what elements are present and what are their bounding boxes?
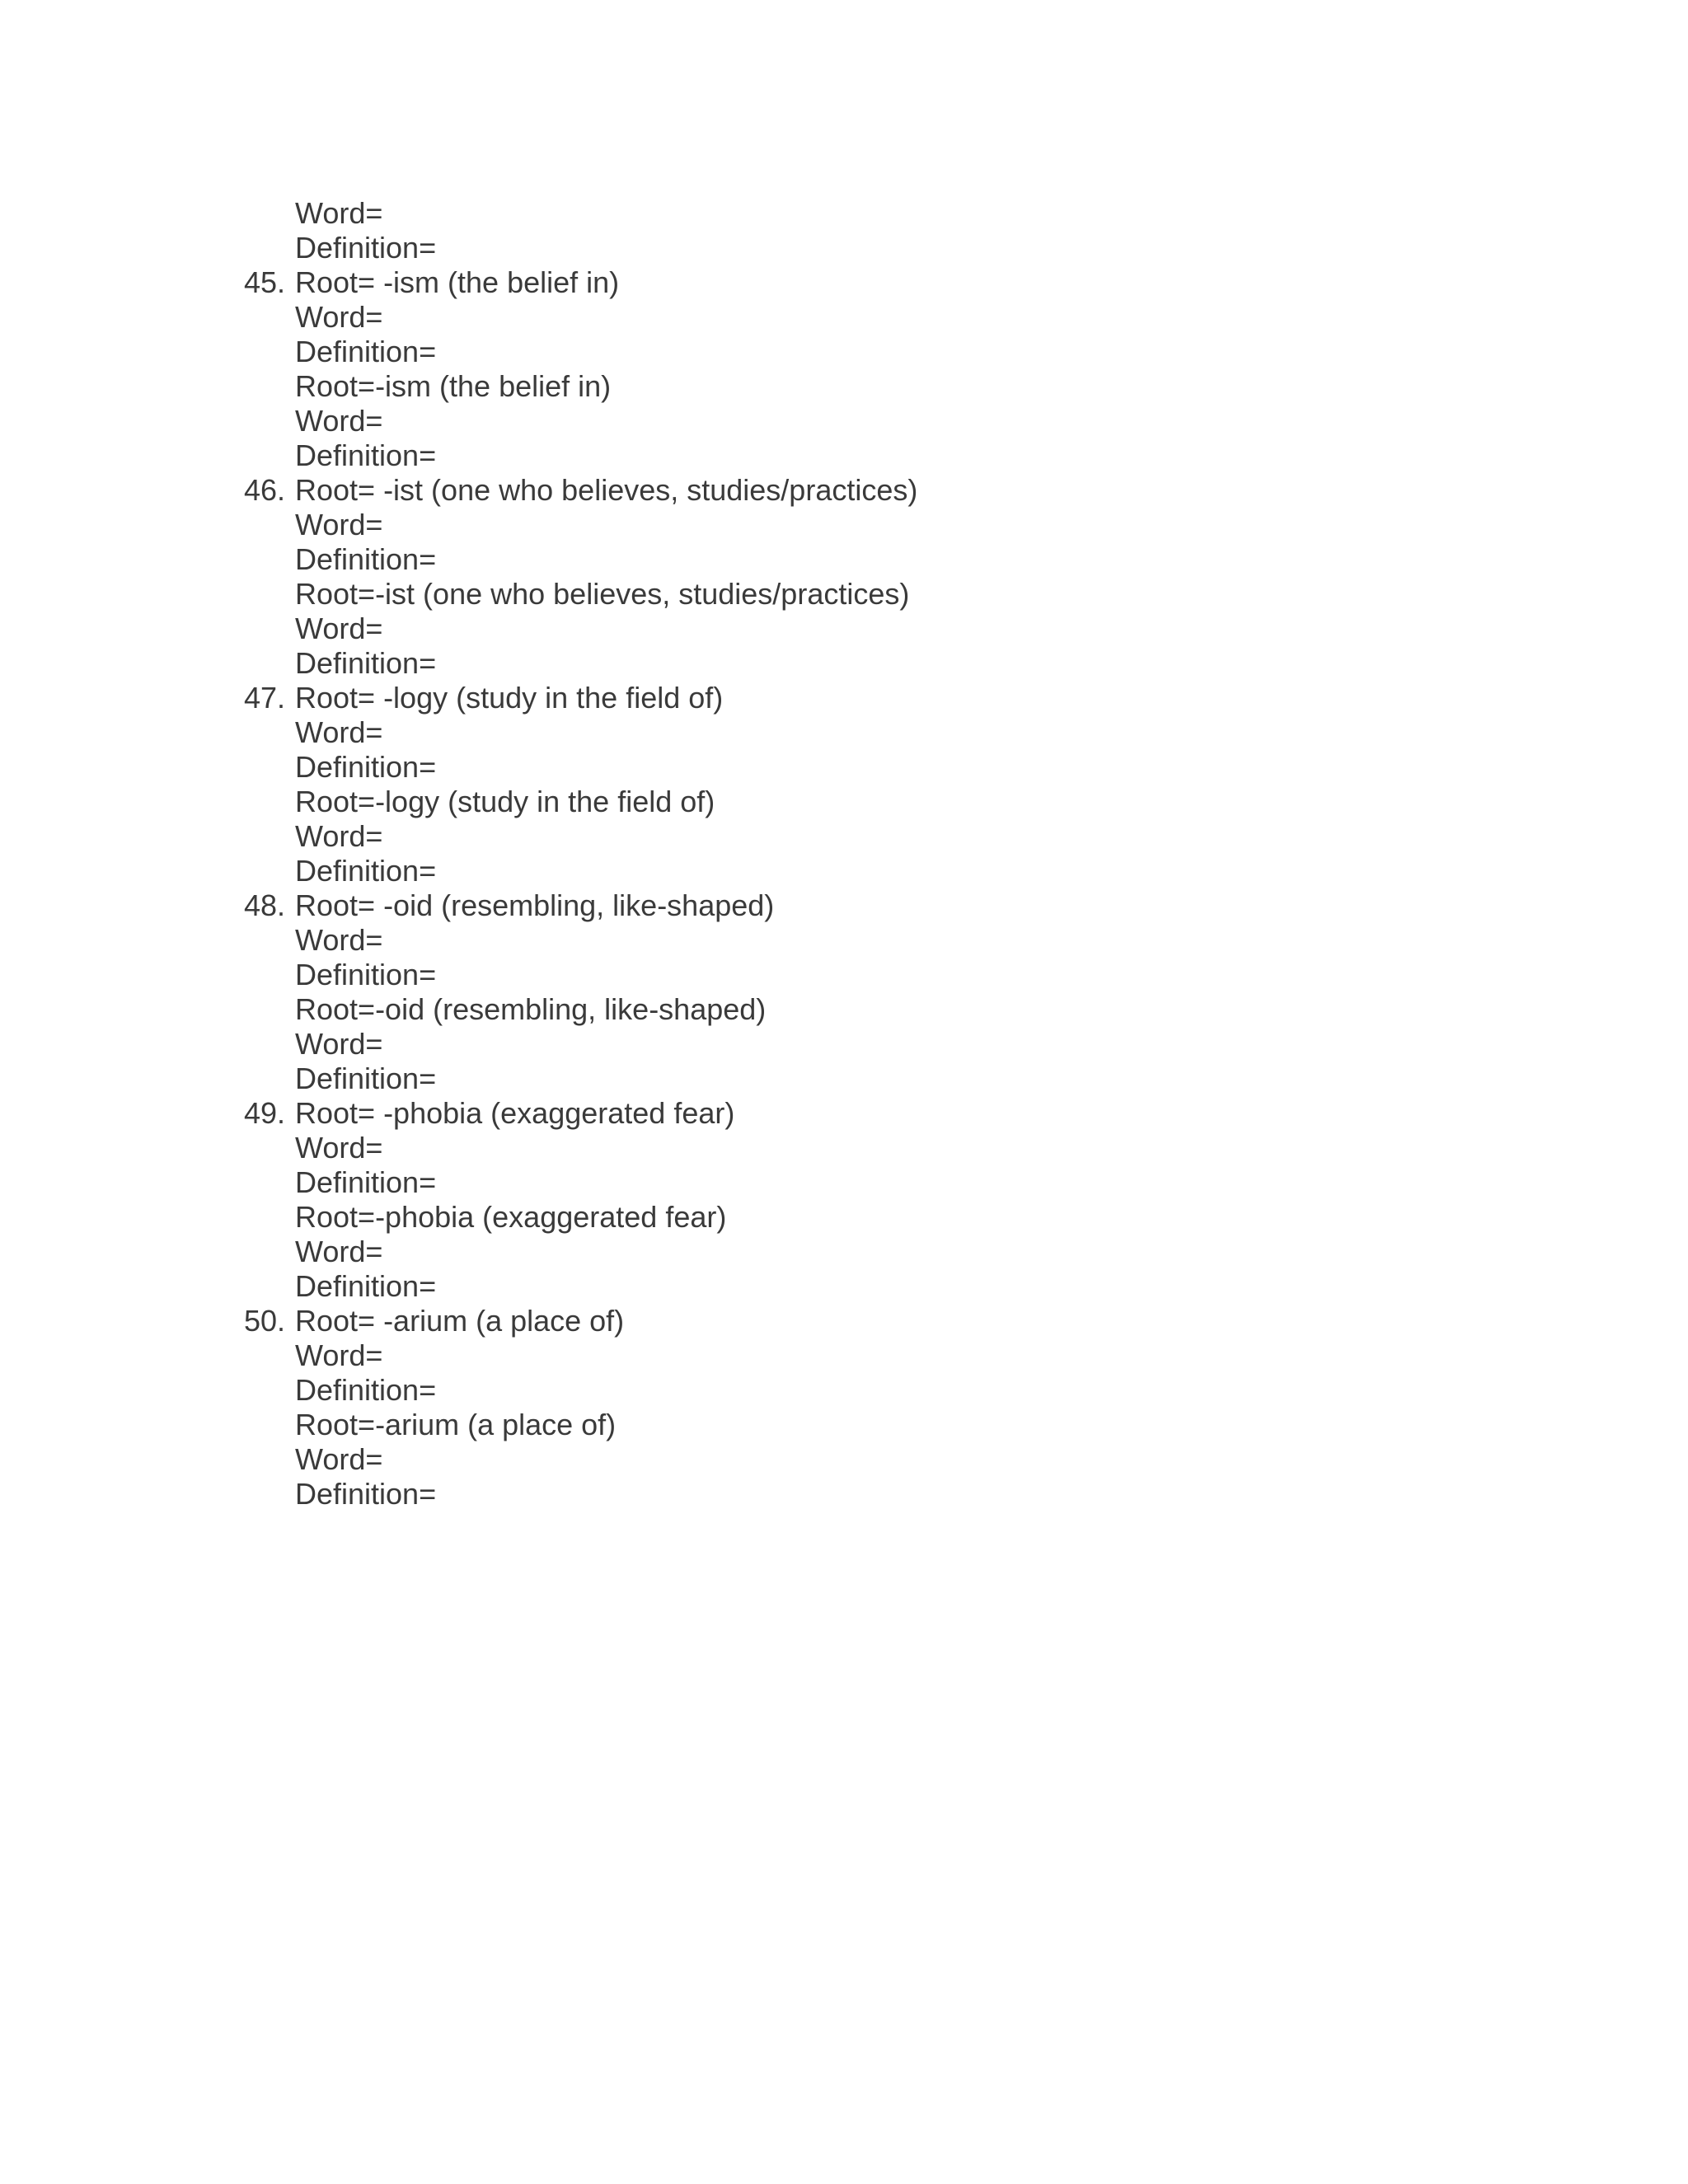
list-item-line bbox=[244, 369, 1563, 404]
line-text: Definition= bbox=[295, 750, 437, 784]
item-number bbox=[244, 577, 295, 612]
list-item-root bbox=[244, 1304, 1563, 1338]
list-item-line bbox=[244, 958, 1563, 992]
list-item-line bbox=[244, 1165, 1563, 1200]
list-item-line bbox=[244, 646, 1563, 681]
line-text: Word= bbox=[295, 1235, 383, 1268]
line-text: Definition= bbox=[295, 1269, 437, 1303]
list-item-line bbox=[244, 1235, 1563, 1269]
line-text: Definition= bbox=[295, 231, 437, 265]
list-item-line bbox=[244, 404, 1563, 438]
item-number bbox=[244, 1477, 295, 1511]
line-text: Word= bbox=[295, 1131, 383, 1165]
item-number bbox=[244, 1338, 295, 1373]
line-text: Root=-ist (one who believes, studies/practices) bbox=[295, 577, 910, 611]
line-text: Word= bbox=[295, 508, 383, 541]
list-item-line bbox=[244, 1442, 1563, 1477]
list-item-root bbox=[244, 265, 1563, 300]
list-item-line bbox=[244, 300, 1563, 335]
list-item-line bbox=[244, 335, 1563, 369]
line-text: Word= bbox=[295, 1442, 383, 1476]
line-text: Word= bbox=[295, 196, 383, 230]
item-number bbox=[244, 300, 295, 335]
item-number bbox=[244, 542, 295, 577]
list-item-root bbox=[244, 681, 1563, 715]
line-text: Root=-phobia (exaggerated fear) bbox=[295, 1200, 727, 1234]
document-body bbox=[244, 196, 1563, 1511]
line-text: Definition= bbox=[295, 335, 437, 368]
line-text: Root=-arium (a place of) bbox=[295, 1408, 617, 1441]
line-text: Root= -phobia (exaggerated fear) bbox=[295, 1096, 735, 1130]
item-number bbox=[244, 508, 295, 542]
line-text: Word= bbox=[295, 300, 383, 334]
item-number: 45. bbox=[244, 265, 286, 299]
line-text: Root= -ist (one who believes, studies/practices) bbox=[295, 473, 918, 507]
list-item-root bbox=[244, 1096, 1563, 1131]
line-text: Definition= bbox=[295, 854, 437, 888]
line-text: Root=-ism (the belief in) bbox=[295, 369, 612, 403]
list-item-line bbox=[244, 1131, 1563, 1165]
line-text: Definition= bbox=[295, 1373, 437, 1407]
line-text: Root=-oid (resembling, like-shaped) bbox=[295, 992, 767, 1026]
line-text: Word= bbox=[295, 1027, 383, 1061]
item-number bbox=[244, 369, 295, 404]
item-number: 47. bbox=[244, 681, 286, 715]
list-item-line bbox=[244, 438, 1563, 473]
list-item-line bbox=[244, 1408, 1563, 1442]
item-number bbox=[244, 750, 295, 785]
list-item-line bbox=[244, 1062, 1563, 1096]
item-number bbox=[244, 819, 295, 854]
item-number bbox=[244, 612, 295, 646]
item-number bbox=[244, 1165, 295, 1200]
line-text: Definition= bbox=[295, 646, 437, 680]
list-item-line bbox=[244, 819, 1563, 854]
item-number bbox=[244, 1373, 295, 1408]
list-item-line bbox=[244, 1200, 1563, 1235]
line-text: Word= bbox=[295, 715, 383, 749]
item-number bbox=[244, 1131, 295, 1165]
item-number: 46. bbox=[244, 473, 286, 507]
item-number bbox=[244, 1442, 295, 1477]
item-number: 50. bbox=[244, 1304, 286, 1338]
list-item-line bbox=[244, 750, 1563, 785]
item-number bbox=[244, 1235, 295, 1269]
item-number bbox=[244, 992, 295, 1027]
list-item-line bbox=[244, 854, 1563, 888]
list-item-line bbox=[244, 231, 1563, 265]
item-number bbox=[244, 923, 295, 958]
item-number: 48. bbox=[244, 888, 286, 922]
line-text: Root= -oid (resembling, like-shaped) bbox=[295, 888, 775, 922]
item-number bbox=[244, 958, 295, 992]
list-item-line bbox=[244, 1027, 1563, 1062]
line-text: Definition= bbox=[295, 1165, 437, 1199]
list-item-line bbox=[244, 1477, 1563, 1511]
item-number bbox=[244, 715, 295, 750]
item-number bbox=[244, 785, 295, 819]
list-item-root bbox=[244, 473, 1563, 508]
item-number bbox=[244, 646, 295, 681]
list-item-line bbox=[244, 612, 1563, 646]
list-item-line bbox=[244, 1269, 1563, 1304]
list-item-line bbox=[244, 1338, 1563, 1373]
line-text: Word= bbox=[295, 819, 383, 853]
line-text: Word= bbox=[295, 1338, 383, 1372]
list-item-root bbox=[244, 888, 1563, 923]
line-text: Definition= bbox=[295, 958, 437, 991]
item-number bbox=[244, 404, 295, 438]
list-item-line bbox=[244, 577, 1563, 612]
line-text: Word= bbox=[295, 923, 383, 957]
line-text: Definition= bbox=[295, 1062, 437, 1095]
item-number bbox=[244, 1408, 295, 1442]
line-text: Root= -arium (a place of) bbox=[295, 1304, 625, 1338]
item-number bbox=[244, 1027, 295, 1062]
list-item-line bbox=[244, 508, 1563, 542]
item-number bbox=[244, 196, 295, 231]
list-item-line bbox=[244, 542, 1563, 577]
list-item-line bbox=[244, 1373, 1563, 1408]
list-item-line bbox=[244, 785, 1563, 819]
item-number bbox=[244, 1269, 295, 1304]
line-text: Root= -logy (study in the field of) bbox=[295, 681, 724, 715]
line-text: Root=-logy (study in the field of) bbox=[295, 785, 715, 818]
list-item-line bbox=[244, 923, 1563, 958]
list-item-line bbox=[244, 196, 1563, 231]
item-number bbox=[244, 1200, 295, 1235]
list-item-line bbox=[244, 715, 1563, 750]
line-text: Definition= bbox=[295, 438, 437, 472]
line-text: Word= bbox=[295, 404, 383, 438]
item-number bbox=[244, 1062, 295, 1096]
line-text: Word= bbox=[295, 612, 383, 645]
item-number bbox=[244, 854, 295, 888]
item-number bbox=[244, 438, 295, 473]
line-text: Definition= bbox=[295, 542, 437, 576]
list-item-line bbox=[244, 992, 1563, 1027]
line-text: Root= -ism (the belief in) bbox=[295, 265, 620, 299]
line-text: Definition= bbox=[295, 1477, 437, 1511]
item-number: 49. bbox=[244, 1096, 286, 1130]
item-number bbox=[244, 231, 295, 265]
item-number bbox=[244, 335, 295, 369]
